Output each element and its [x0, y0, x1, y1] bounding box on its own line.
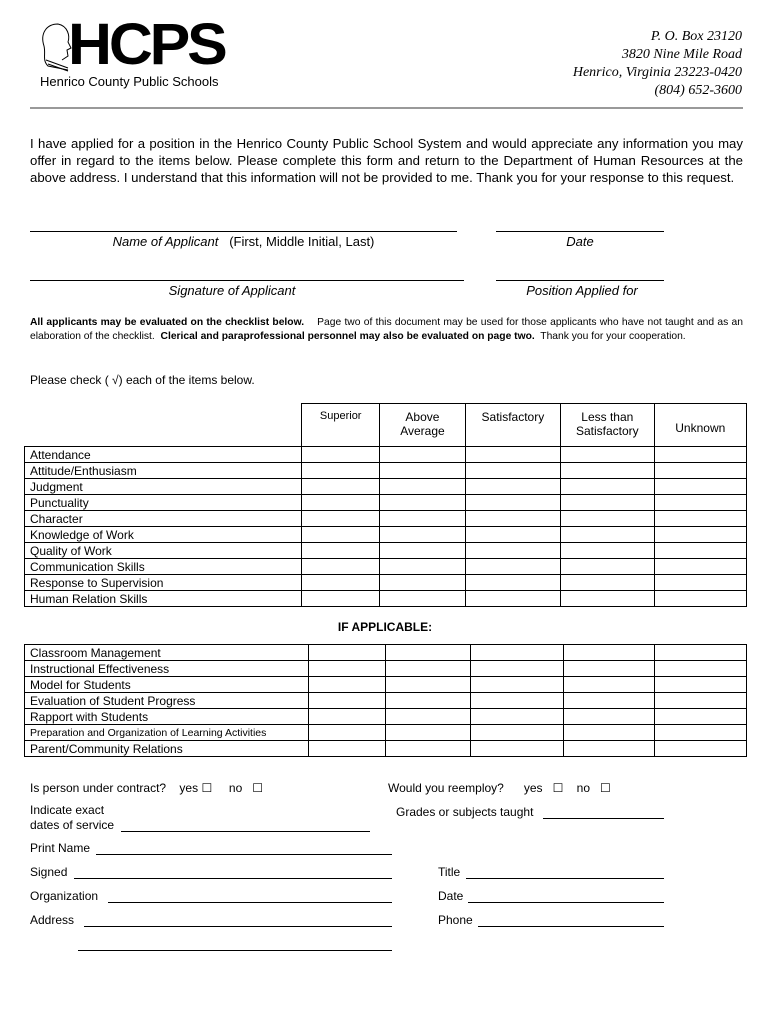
rating-cell-satisfactory[interactable] [470, 661, 563, 677]
rating-cell-less-than-satisfactory[interactable] [564, 677, 655, 693]
table-row [25, 463, 747, 479]
rating-cell-above-average[interactable] [385, 645, 470, 661]
rating-cell-superior[interactable] [308, 677, 385, 693]
rating-cell-satisfactory[interactable] [465, 463, 560, 479]
rating-cell-above-average[interactable] [380, 543, 466, 559]
rating-cell-above-average[interactable] [380, 479, 466, 495]
rating-cell-above-average[interactable] [385, 725, 470, 741]
rating-cell-superior[interactable] [302, 479, 380, 495]
divider [30, 107, 743, 109]
rating-cell-unknown[interactable] [654, 463, 746, 479]
address-line: (804) 652-3600 [654, 83, 742, 98]
rating-cell-unknown[interactable] [654, 575, 746, 591]
rating-cell-satisfactory[interactable] [470, 693, 563, 709]
rating-cell-above-average[interactable] [385, 661, 470, 677]
address-field[interactable] [84, 926, 392, 927]
rating-cell-superior[interactable] [308, 661, 385, 677]
address-line: P. O. Box 23120 [650, 29, 742, 44]
check-instruction: Please check ( √) each of the items below. [30, 373, 255, 387]
rating-cell-superior[interactable] [302, 591, 380, 607]
item-label: Punctuality [25, 495, 302, 511]
rating-cell-less-than-satisfactory[interactable] [561, 495, 655, 511]
no-label: no [228, 781, 243, 795]
rating-cell-less-than-satisfactory[interactable] [564, 645, 655, 661]
column-header: Unknown [654, 404, 746, 447]
rating-cell-superior[interactable] [308, 741, 385, 757]
rating-cell-less-than-satisfactory[interactable] [564, 725, 655, 741]
checklist-table [24, 403, 747, 607]
contract-question [30, 781, 263, 795]
rating-cell-satisfactory[interactable] [465, 543, 560, 559]
table-row [25, 741, 747, 757]
item-label: Human Relation Skills [25, 591, 302, 607]
rating-cell-satisfactory[interactable] [470, 741, 563, 757]
signed-field[interactable] [74, 878, 392, 879]
rating-cell-above-average[interactable] [380, 447, 466, 463]
grades-label: Grades or subjects taught [396, 805, 534, 819]
organization-label: Organization [30, 889, 99, 903]
column-header: Superior [302, 404, 380, 447]
logo-text: HCPS [68, 12, 225, 77]
rating-cell-superior[interactable] [302, 495, 380, 511]
address-line: Henrico, Virginia 23223-0420 [572, 65, 742, 80]
contract-label: Is person under contract? [30, 781, 167, 795]
name-hint: (First, Middle Initial, Last) [229, 234, 375, 249]
rating-cell-above-average[interactable] [385, 741, 470, 757]
table-row [25, 511, 747, 527]
item-label: Character [25, 511, 302, 527]
rating-cell-unknown[interactable] [655, 693, 747, 709]
yes-label: yes [523, 781, 543, 795]
rating-cell-unknown[interactable] [655, 677, 747, 693]
rating-cell-satisfactory[interactable] [465, 479, 560, 495]
if-applicable-heading: IF APPLICABLE: [337, 620, 433, 634]
print-name-label: Print Name [30, 841, 91, 855]
rating-cell-satisfactory[interactable] [465, 575, 560, 591]
item-label: Attendance [25, 447, 302, 463]
yes-label: yes [179, 781, 199, 795]
position-field[interactable] [496, 280, 664, 281]
no-label: no [576, 781, 591, 795]
dates-label-2: dates of service [30, 818, 115, 832]
header-row [25, 404, 747, 447]
rating-cell-superior[interactable] [308, 709, 385, 725]
rating-cell-unknown[interactable] [655, 709, 747, 725]
name-label: Name of Applicant [112, 234, 219, 249]
reemploy-label: Would you reemploy? [388, 781, 504, 795]
item-label: Quality of Work [25, 543, 302, 559]
rating-cell-unknown[interactable] [654, 495, 746, 511]
rating-cell-less-than-satisfactory[interactable] [561, 591, 655, 607]
rating-cell-less-than-satisfactory[interactable] [561, 479, 655, 495]
note-bold: Clerical and paraprofessional personnel may also be evaluated on page two. [160, 330, 535, 342]
rating-cell-satisfactory[interactable] [465, 447, 560, 463]
note-text: Thank you for your cooperation. [534, 330, 686, 342]
phone-field[interactable] [478, 926, 664, 927]
table-row [25, 543, 747, 559]
signature-label: Signature of Applicant [168, 283, 296, 298]
rating-cell-less-than-satisfactory[interactable] [561, 463, 655, 479]
rating-cell-above-average[interactable] [380, 591, 466, 607]
rating-cell-superior[interactable] [302, 543, 380, 559]
rating-cell-less-than-satisfactory[interactable] [561, 575, 655, 591]
date-field[interactable] [496, 231, 664, 232]
rating-cell-unknown[interactable] [654, 479, 746, 495]
rating-cell-satisfactory[interactable] [470, 709, 563, 725]
item-label: Model for Students [25, 677, 309, 693]
rating-cell-satisfactory[interactable] [465, 559, 560, 575]
rating-cell-less-than-satisfactory[interactable] [561, 559, 655, 575]
signature-field[interactable] [30, 280, 464, 281]
item-label: Communication Skills [25, 559, 302, 575]
column-header: Less than Satisfactory [561, 404, 655, 447]
contract-yes-checkbox[interactable]: ☐ [201, 781, 213, 795]
table-row [25, 575, 747, 591]
checklist-note [30, 316, 746, 343]
rating-cell-satisfactory[interactable] [465, 527, 560, 543]
header-blank [25, 404, 302, 447]
item-label: Instructional Effectiveness [25, 661, 309, 677]
table-row [25, 479, 747, 495]
rating-cell-unknown[interactable] [654, 511, 746, 527]
intro-paragraph: I have applied for a position in the Henrico County Public School System and would appreciate any information you may offer in regard to the items below. Please complete this form and return to the Department of Human Resources at the above address. I understand that this information will not be provided to me. Thank you for your response to this request. [30, 136, 743, 185]
rating-cell-above-average[interactable] [380, 495, 466, 511]
address-field-2[interactable] [78, 950, 392, 951]
rating-cell-unknown[interactable] [654, 559, 746, 575]
address-block [573, 28, 742, 100]
name-field[interactable] [30, 231, 457, 232]
footer-date-field[interactable] [468, 902, 664, 903]
column-header: Satisfactory [465, 404, 560, 447]
item-label: Response to Supervision [25, 575, 302, 591]
dates-label: Indicate exact [30, 803, 105, 817]
rating-cell-superior[interactable] [302, 511, 380, 527]
rating-cell-above-average[interactable] [380, 527, 466, 543]
rating-cell-less-than-satisfactory[interactable] [564, 709, 655, 725]
item-label: Preparation and Organization of Learning Activities [25, 725, 309, 741]
rating-cell-unknown[interactable] [654, 447, 746, 463]
title-label: Title [438, 865, 461, 879]
rating-cell-above-average[interactable] [385, 693, 470, 709]
rating-cell-superior[interactable] [308, 645, 385, 661]
signed-label: Signed [30, 865, 68, 879]
reemploy-no-checkbox[interactable]: ☐ [600, 781, 611, 795]
column-header: Above Average [380, 404, 466, 447]
rating-cell-superior[interactable] [302, 447, 380, 463]
rating-cell-superior[interactable] [302, 559, 380, 575]
table-row [25, 645, 747, 661]
rating-cell-unknown[interactable] [654, 591, 746, 607]
rating-cell-above-average[interactable] [380, 559, 466, 575]
rating-cell-superior[interactable] [302, 463, 380, 479]
rating-cell-unknown[interactable] [655, 645, 747, 661]
table-row [25, 495, 747, 511]
table-row [25, 725, 747, 741]
phone-label: Phone [438, 913, 473, 927]
rating-cell-above-average[interactable] [385, 677, 470, 693]
rating-cell-unknown[interactable] [655, 741, 747, 757]
grades-field[interactable] [543, 818, 664, 819]
table-row [25, 677, 747, 693]
rating-cell-satisfactory[interactable] [470, 645, 563, 661]
rating-cell-satisfactory[interactable] [465, 495, 560, 511]
table-row [25, 559, 747, 575]
table-row [25, 447, 747, 463]
rating-cell-less-than-satisfactory[interactable] [561, 527, 655, 543]
date-label: Date [566, 234, 594, 249]
rating-cell-satisfactory[interactable] [470, 725, 563, 741]
address-label: Address [30, 913, 75, 927]
rating-cell-superior[interactable] [302, 527, 380, 543]
rating-cell-unknown[interactable] [654, 527, 746, 543]
applicable-table [24, 644, 747, 757]
rating-cell-unknown[interactable] [654, 543, 746, 559]
table-row [25, 591, 747, 607]
reemploy-yes-checkbox[interactable]: ☐ [552, 781, 564, 795]
reemploy-question [388, 781, 611, 795]
note-text: Page two of this document may be used for those applicants who have not taught and as an elaboration of the checklist. [30, 317, 746, 342]
date-label-footer: Date [438, 889, 464, 903]
table-row [25, 693, 747, 709]
logo-subtitle: Henrico County Public Schools [40, 74, 219, 89]
organization-field[interactable] [108, 902, 392, 903]
title-field[interactable] [466, 878, 664, 879]
rating-cell-satisfactory[interactable] [465, 591, 560, 607]
table-row [25, 527, 747, 543]
rating-cell-above-average[interactable] [380, 463, 466, 479]
rating-cell-superior[interactable] [308, 725, 385, 741]
name-caption [30, 234, 457, 249]
address-line: 3820 Nine Mile Road [621, 47, 742, 62]
item-label: Knowledge of Work [25, 527, 302, 543]
dates-field[interactable] [121, 831, 370, 832]
rating-cell-less-than-satisfactory[interactable] [561, 447, 655, 463]
contract-no-checkbox[interactable]: ☐ [252, 781, 264, 795]
rating-cell-less-than-satisfactory[interactable] [564, 693, 655, 709]
rating-cell-less-than-satisfactory[interactable] [564, 661, 655, 677]
print-name-field[interactable] [96, 854, 392, 855]
rating-cell-above-average[interactable] [380, 511, 466, 527]
rating-cell-unknown[interactable] [655, 725, 747, 741]
note-bold: All applicants may be evaluated on the checklist below. [30, 317, 305, 328]
table-row [25, 709, 747, 725]
rating-cell-above-average[interactable] [380, 575, 466, 591]
rating-cell-satisfactory[interactable] [470, 677, 563, 693]
item-label: Attitude/Enthusiasm [25, 463, 302, 479]
table-row [25, 661, 747, 677]
rating-cell-less-than-satisfactory[interactable] [561, 511, 655, 527]
rating-cell-above-average[interactable] [385, 709, 470, 725]
rating-cell-less-than-satisfactory[interactable] [564, 741, 655, 757]
item-label: Judgment [25, 479, 302, 495]
rating-cell-superior[interactable] [308, 693, 385, 709]
rating-cell-satisfactory[interactable] [465, 511, 560, 527]
item-label: Rapport with Students [25, 709, 309, 725]
rating-cell-unknown[interactable] [655, 661, 747, 677]
item-label: Classroom Management [25, 645, 309, 661]
rating-cell-superior[interactable] [302, 575, 380, 591]
position-label: Position Applied for [526, 283, 638, 298]
item-label: Evaluation of Student Progress [25, 693, 309, 709]
item-label: Parent/Community Relations [25, 741, 309, 757]
rating-cell-less-than-satisfactory[interactable] [561, 543, 655, 559]
